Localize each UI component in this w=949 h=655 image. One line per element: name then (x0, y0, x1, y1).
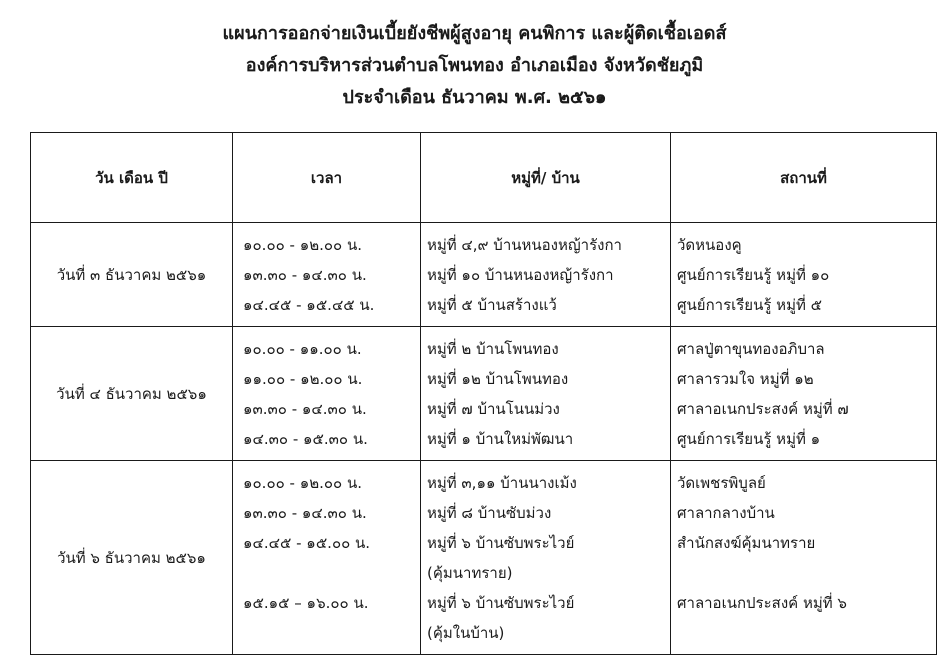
time-entry: ๑๓.๓๐ - ๑๔.๓๐ น. (243, 400, 367, 418)
date-cell: วันที่ ๓ ธันวาคม ๒๕๖๑ (31, 223, 233, 327)
village-entry: (คุ้มในบ้าน) (427, 624, 505, 642)
village-entry: หมู่ที่ ๖ บ้านซับพระไวย์ (427, 594, 575, 612)
time-entry: ๑๓.๓๐ - ๑๔.๓๐ น. (243, 266, 367, 284)
time-cell (233, 461, 421, 655)
place-entry: สำนักสงฆ์คุ้มนาทราย (677, 534, 816, 552)
village-entry: หมู่ที่ ๘ บ้านซับม่วง (427, 504, 552, 522)
time-entry: ๑๑.๐๐ - ๑๒.๐๐ น. (243, 370, 363, 388)
place-entry: ศูนย์การเรียนรู้ หมู่ที่ ๑ (677, 430, 821, 448)
time-entry: ๑๐.๐๐ - ๑๒.๐๐ น. (243, 474, 362, 492)
place-entry: ศาลปู่ตาขุนทองอภิบาล (677, 340, 825, 358)
village-entry: หมู่ที่ ๔,๙ บ้านหนองหญ้ารังกา (427, 236, 622, 254)
place-entry: วัดหนองคู (677, 236, 742, 254)
place-entry: ศูนย์การเรียนรู้ หมู่ที่ ๕ (677, 296, 822, 314)
place-entry: ศาลารวมใจ หมู่ที่ ๑๒ (677, 370, 814, 388)
time-entry: ๑๐.๐๐ - ๑๑.๐๐ น. (243, 340, 362, 358)
time-cell (233, 223, 421, 327)
village-cell (421, 461, 671, 655)
column-header-time: เวลา (233, 133, 421, 223)
place-entry (671, 618, 936, 648)
date-cell: วันที่ ๔ ธันวาคม ๒๕๖๑ (31, 327, 233, 461)
village-entry: หมู่ที่ ๒ บ้านโพนทอง (427, 340, 559, 358)
place-cell (671, 461, 937, 655)
organization-line: องค์การบริหารส่วนตำบลโพนทอง อำเภอเมือง จังหวัดชัยภูมิ (245, 55, 704, 76)
place-entry: ศาลากลางบ้าน (677, 504, 775, 522)
place-cell (671, 223, 937, 327)
place-entry: วัดเพชรพิบูลย์ (677, 474, 766, 492)
payment-schedule-table (30, 132, 937, 655)
column-header-place: สถานที่ (671, 133, 937, 223)
village-entry: หมู่ที่ ๑๒ บ้านโพนทอง (427, 370, 569, 388)
time-entry (233, 558, 420, 588)
place-entry: ศูนย์การเรียนรู้ หมู่ที่ ๑๐ (677, 266, 830, 284)
place-entry (671, 558, 936, 588)
village-entry: หมู่ที่ ๓,๑๑ บ้านนางเม้ง (427, 474, 577, 492)
table-row (31, 461, 937, 655)
village-entry: หมู่ที่ ๑๐ บ้านหนองหญ้ารังกา (427, 266, 614, 284)
village-entry: หมู่ที่ ๗ บ้านโนนม่วง (427, 400, 560, 418)
table-row (31, 223, 937, 327)
table-row (31, 327, 937, 461)
time-entry: ๑๐.๐๐ - ๑๒.๐๐ น. (243, 236, 362, 254)
village-entry: หมู่ที่ ๖ บ้านซับพระไวย์ (427, 534, 575, 552)
document-title: แผนการออกจ่ายเงินเบี้ยยังชีพผู้สูงอายุ คนพิการ และผู้ติดเชื้อเอดส์ (222, 23, 727, 44)
village-cell (421, 223, 671, 327)
table-header-row (31, 133, 937, 223)
column-header-village: หมู่ที่/ บ้าน (421, 133, 671, 223)
time-entry (233, 618, 420, 648)
village-cell (421, 327, 671, 461)
period-line: ประจำเดือน ธันวาคม พ.ศ. ๒๕๖๑ (342, 87, 607, 108)
place-entry: ศาลาอเนกประสงค์ หมู่ที่ ๗ (677, 400, 849, 418)
column-header-date: วัน เดือน ปี (31, 133, 233, 223)
time-entry: ๑๕.๑๕ – ๑๖.๐๐ น. (243, 594, 369, 612)
village-entry: (คุ้มนาทราย) (427, 564, 513, 582)
time-cell (233, 327, 421, 461)
time-entry: ๑๔.๓๐ - ๑๕.๓๐ น. (243, 430, 368, 448)
place-cell (671, 327, 937, 461)
village-entry: หมู่ที่ ๑ บ้านใหม่พัฒนา (427, 430, 574, 448)
time-entry: ๑๓.๓๐ - ๑๔.๓๐ น. (243, 504, 367, 522)
document-header (0, 18, 949, 114)
village-entry: หมู่ที่ ๕ บ้านสร้างแว้ (427, 296, 557, 314)
date-cell: วันที่ ๖ ธันวาคม ๒๕๖๑ (31, 461, 233, 655)
time-entry: ๑๔.๔๕ - ๑๕.๐๐ น. (243, 534, 371, 552)
place-entry: ศาลาอเนกประสงค์ หมู่ที่ ๖ (677, 594, 847, 612)
time-entry: ๑๔.๔๕ - ๑๕.๔๕ น. (243, 296, 375, 314)
